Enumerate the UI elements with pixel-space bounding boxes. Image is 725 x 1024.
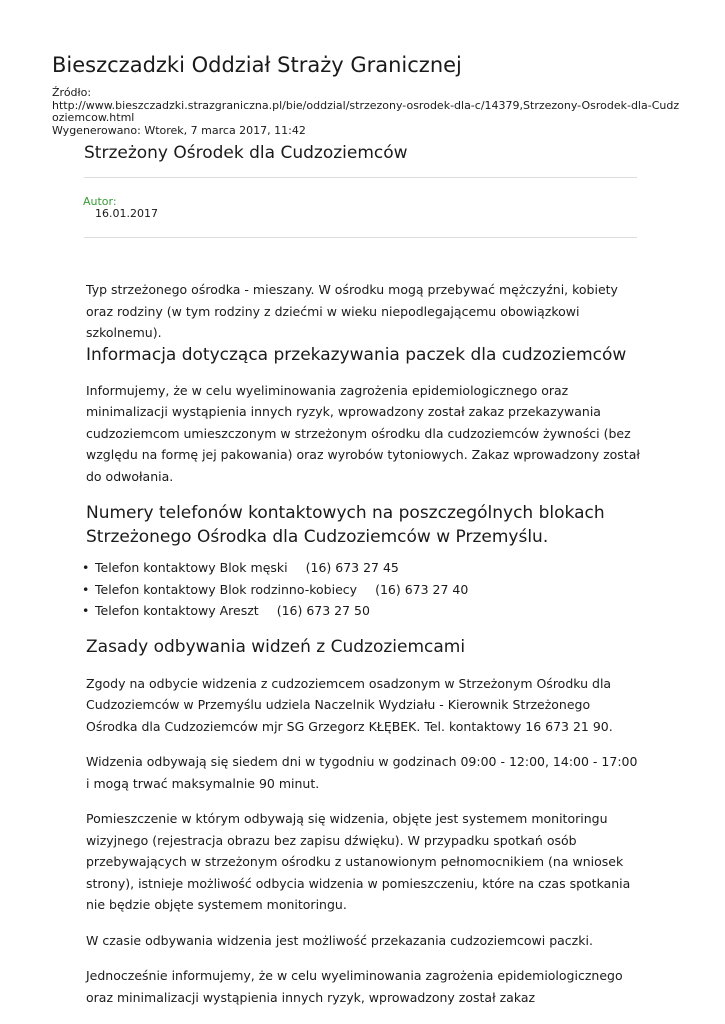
- list-item: [82, 600, 641, 622]
- phone-number: (16) 673 27 45: [305, 560, 399, 575]
- intro-paragraph: Typ strzeżonego ośrodka - mieszany. W ośrodku mogą przebywać mężczyźni, kobiety oraz rodziny (w tym rodziny z dziećmi w wieku niepodlegającemu obowiązkowi szkolnemu).: [86, 282, 618, 340]
- divider: [84, 177, 637, 178]
- article-body: [82, 279, 641, 1008]
- source-url-line2: oziemcow.html: [52, 111, 135, 124]
- visits-paragraph-4: W czasie odbywania widzenia jest możliwość przekazania cudzoziemcowi paczki.: [86, 932, 593, 948]
- author-label: Autor:: [83, 195, 117, 208]
- visits-paragraph-5: Jednocześnie informujemy, że w celu wyeliminowania zagrożenia epidemiologicznego oraz minimalizacji wystąpienia innych ryzyk, wprowadzony został zakaz: [86, 968, 623, 1005]
- bullet-icon: •: [82, 581, 90, 597]
- article-date: 16.01.2017: [95, 207, 158, 220]
- phone-label: Telefon kontaktowy Blok rodzinno-kobiecy: [95, 581, 358, 597]
- section-heading-visits: Zasady odbywania widzeń z Cudzoziemcami: [86, 636, 466, 657]
- list-item: [82, 579, 641, 601]
- source-label: Źródło:: [52, 86, 92, 99]
- visits-paragraph-3: Pomieszczenie w którym odbywają się widzenia, objęte jest systemem monitoringu wizyjnego (rejestracja obrazu bez zapisu dźwięku). W przypadku spotkań osób przebywających w strzeżonym ośrodku z ustanowionym pełnomocnikiem (na wniosek strony), istnieje możliwość odbycia widzenia w pomieszczeniu, które na czas spotkania nie będzie objęte systemem monitoringu.: [86, 811, 631, 912]
- list-item: [82, 557, 641, 579]
- phone-list: [82, 557, 641, 622]
- bullet-icon: •: [82, 603, 90, 618]
- visits-paragraph-1: Zgody na odbycie widzenia z cudzoziemcem osadzonym w Strzeżonym Ośrodku dla Cudzoziemców w Przemyślu udziela Naczelnik Wydziału - Kierownik Strzeżonego Ośrodka dla Cudzoziemców mjr SG Grzegorz KŁĘBEK. Tel. kontaktowy 16 673 21 90.: [86, 675, 613, 734]
- article-title: Strzeżony Ośrodek dla Cudzoziemców: [84, 143, 408, 163]
- bullet-icon: •: [82, 560, 90, 575]
- phone-number: (16) 673 27 50: [276, 603, 370, 618]
- generated-timestamp: Wygenerowano: Wtorek, 7 marca 2017, 11:42: [52, 123, 306, 137]
- divider: [84, 237, 637, 238]
- parcels-paragraph: Informujemy, że w celu wyeliminowania zagrożenia epidemiologicznego oraz minimalizacji wystąpienia innych ryzyk, wprowadzony został zakaz przekazywania cudzoziemcom umieszczonym w strzeżonym ośrodku dla cudzoziemców żywności (bez względu na formę jej pakowania) oraz wyrobów tytoniowych. Zakaz wprowadzony został do odwołania.: [86, 382, 640, 484]
- site-title: Bieszczadzki Oddział Straży Granicznej: [52, 53, 462, 77]
- phone-label: Telefon kontaktowy Blok męski: [95, 560, 288, 575]
- phone-label: Telefon kontaktowy Areszt: [95, 603, 259, 618]
- source-meta: [52, 86, 680, 137]
- phone-number: (16) 673 27 40: [375, 581, 469, 597]
- visits-paragraph-2: Widzenia odbywają się siedem dni w tygodniu w godzinach 09:00 - 12:00, 14:00 - 17:00 i mogą trwać maksymalnie 90 minut.: [86, 754, 638, 791]
- section-heading-phones: Numery telefonów kontaktowych na poszczególnych blokach Strzeżonego Ośrodka dla Cudzoziemców w Przemyślu.: [86, 503, 605, 547]
- source-url-line1: http://www.bieszczadzki.strazgraniczna.pl/bie/oddzial/strzezony-osrodek-dla-c/14379,Strzezony-Osrodek-dla-Cudz: [52, 98, 680, 112]
- section-heading-parcels: Informacja dotycząca przekazywania paczek dla cudzoziemców: [86, 344, 627, 365]
